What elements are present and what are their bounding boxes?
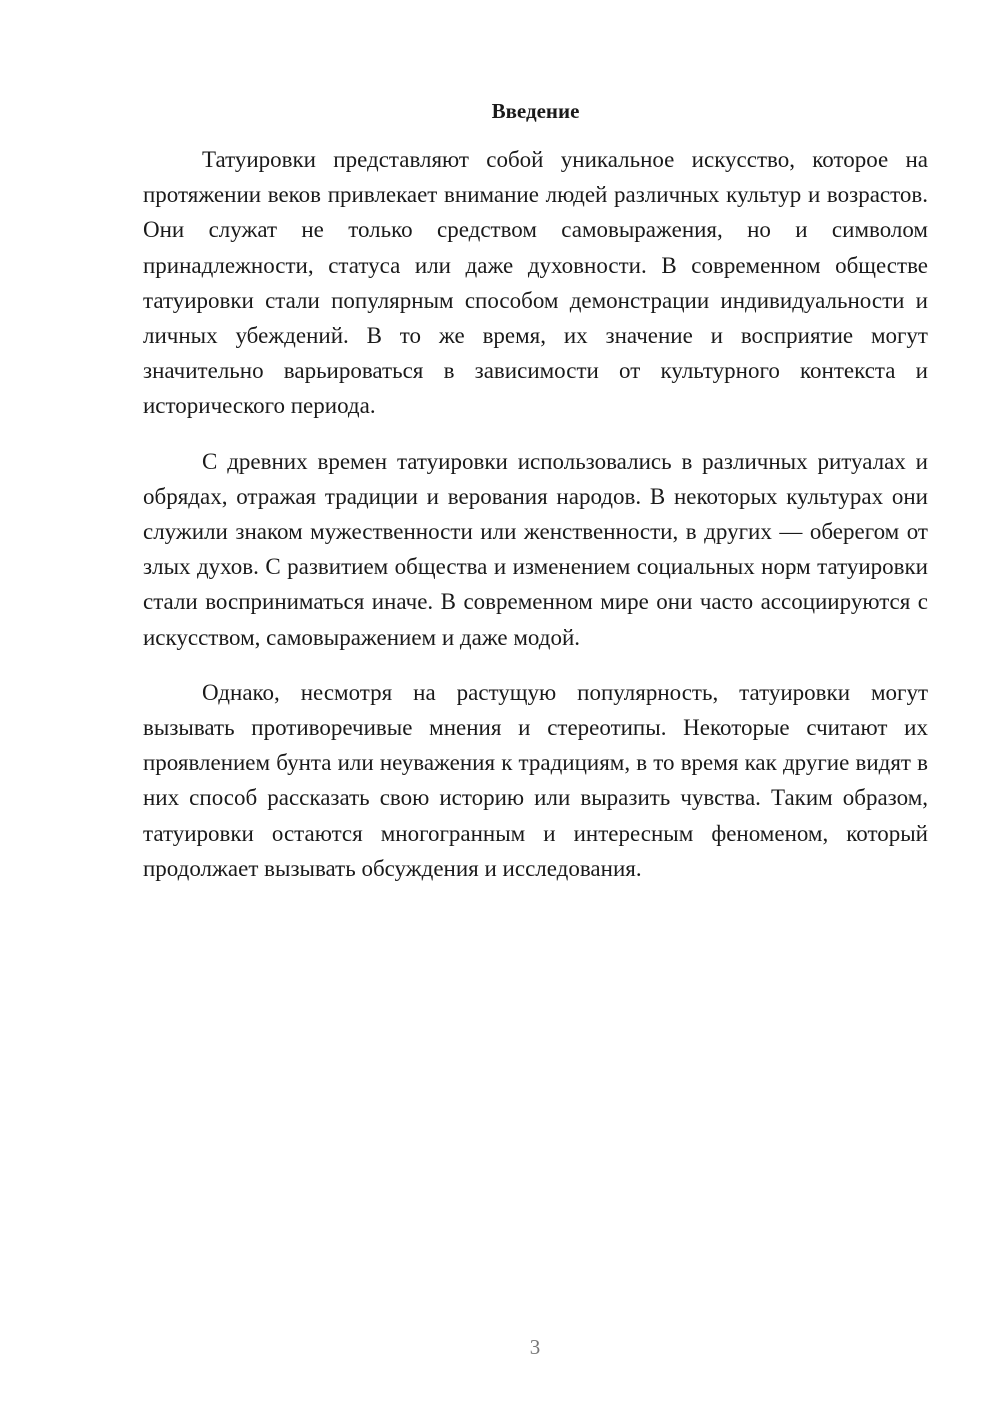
paragraph-2: С древних времен татуировки использовались в различных ритуалах и обрядах, отражая традиции и верования народов. В некоторых культурах они служили знаком мужественности или женственности, в других — оберегом от злых духов. С развитием общества и изменением социальных норм татуировки стали восприниматься иначе. В современном мире они часто ассоциируются с искусством, самовыражением и даже модой. <box>143 448 928 650</box>
document-body <box>143 142 928 906</box>
paragraph-1: Татуировки представляют собой уникальное искусство, которое на протяжении веков привлекает внимание людей различных культур и возрастов. Они служат не только средством самовыражения, но и символом принадлежности, статуса или даже духовности. В современном обществе татуировки стали популярным способом демонстрации индивидуальности и личных убеждений. В то же время, их значение и восприятие могут значительно варьироваться в зависимости от культурного контекста и исторического периода. <box>143 147 928 419</box>
paragraph-3: Однако, несмотря на растущую популярность, татуировки могут вызывать противоречивые мнения и стереотипы. Некоторые считают их проявлением бунта или неуважения к традициям, в то время как другие видят в них способ рассказать свою историю или выразить чувства. Таким образом, татуировки остаются многогранным и интересным феноменом, который продолжает вызывать обсуждения и исследования. <box>143 679 928 881</box>
page-number: 3 <box>529 1335 541 1359</box>
page-title: Введение <box>491 99 580 123</box>
